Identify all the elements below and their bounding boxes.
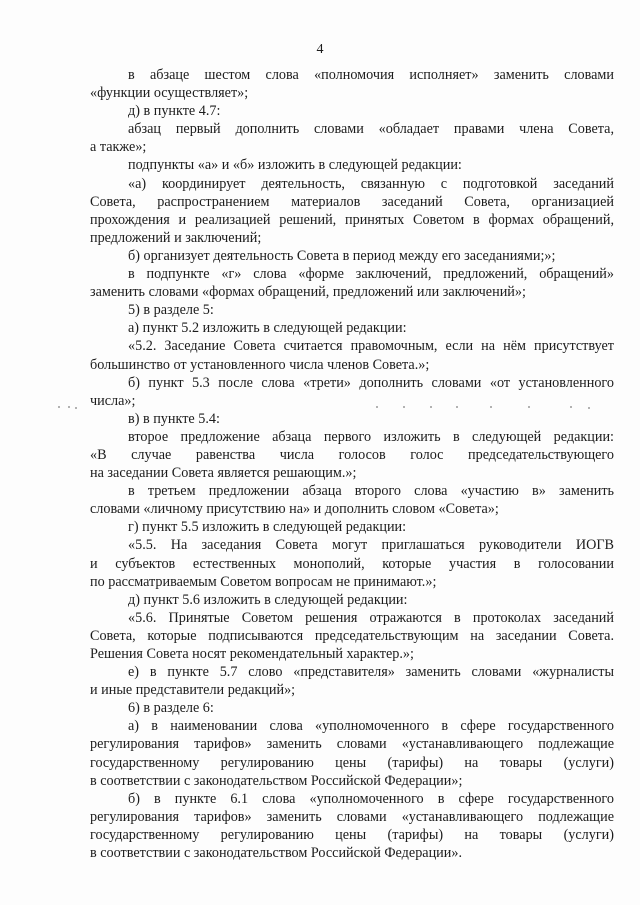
text-line: второе предложение абзаца первого изложить в следующей редакции: bbox=[128, 428, 614, 445]
text-line: на заседании Совета является решающим.»; bbox=[90, 465, 357, 482]
text-line: государственному регулированию цены (тарифы) на товары (услуги) bbox=[90, 826, 614, 843]
text-line: в соответствии с законодательством Российской Федерации»; bbox=[90, 772, 463, 789]
scan-artifact-dots bbox=[58, 404, 598, 410]
text-line: абзац первый дополнить словами «обладает правами члена Совета, bbox=[128, 121, 614, 138]
text-line: д) в пункте 4.7: bbox=[128, 103, 221, 120]
text-line: е) в пункте 5.7 слово «представителя» заменить словами «журналисты bbox=[128, 664, 614, 681]
text-line: «функции осуществляет»; bbox=[90, 85, 249, 102]
text-line: предложений и заключений; bbox=[90, 229, 262, 246]
text-line: Решения Совета носят рекомендательный характер.»; bbox=[90, 646, 414, 662]
text-line: прохождения и реализацией решений, принятых Советом в формах обращений, bbox=[90, 211, 614, 228]
text-line: регулирования тарифов» заменить словами «устанавливающего подлежащие bbox=[90, 808, 614, 825]
text-line: д) пункт 5.6 изложить в следующей редакции: bbox=[128, 591, 408, 608]
text-line: б) в пункте 6.1 слова «уполномоченного в сфере государственного bbox=[128, 790, 614, 807]
text-line: в подпункте «г» слова «форме заключений, предложений, обращений» bbox=[128, 266, 614, 283]
text-line: в) в пункте 5.4: bbox=[128, 410, 220, 427]
text-line: заменить словами «формах обращений, предложений или заключений»; bbox=[90, 284, 526, 301]
text-line: Совета, распространением материалов заседаний Совета, организацией bbox=[90, 193, 614, 210]
text-line: «а) координирует деятельность, связанную с подготовкой заседаний bbox=[128, 175, 614, 192]
text-line: б) пункт 5.3 после слова «трети» дополнить словами «от установленного bbox=[128, 374, 614, 391]
text-line: «5.2. Заседание Совета считается правомочным, если на нём присутствует bbox=[128, 338, 614, 355]
text-line: по рассматриваемым Советом вопросам не принимают.»; bbox=[90, 573, 437, 590]
text-line: а также»; bbox=[90, 139, 147, 156]
text-line: словами «личному присутствию на» и дополнить словом «Совета»; bbox=[90, 501, 499, 518]
text-line: регулирования тарифов» заменить словами «устанавливающего подлежащие bbox=[90, 736, 614, 753]
text-line: 5) в разделе 5: bbox=[128, 302, 214, 319]
text-line: г) пункт 5.5 изложить в следующей редакции: bbox=[128, 519, 407, 536]
text-line: и субъектов естественных монополий, которые участия в голосовании bbox=[90, 555, 614, 572]
text-line: государственному регулированию цены (тарифы) на товары (услуги) bbox=[90, 754, 614, 771]
text-line: и иные представители редакций»; bbox=[90, 682, 296, 699]
text-line: «5.5. На заседания Совета могут приглашаться руководители ИОГВ bbox=[128, 537, 614, 554]
page-number: 4 bbox=[316, 42, 324, 57]
text-line: 6) в разделе 6: bbox=[128, 700, 214, 717]
text-line: «5.6. Принятые Советом решения отражаются в протоколах заседаний bbox=[128, 609, 614, 626]
text-line: в соответствии с законодательством Российской Федерации». bbox=[90, 845, 462, 862]
text-line: числа»; bbox=[90, 392, 136, 409]
text-line: «В случае равенства числа голосов голос председательствующего bbox=[90, 446, 614, 463]
text-line: б) организует деятельность Совета в период между его заседаниями;»; bbox=[128, 247, 556, 264]
text-line: а) пункт 5.2 изложить в следующей редакции: bbox=[128, 320, 407, 337]
text-line: большинство от установленного числа членов Совета.»; bbox=[90, 356, 430, 373]
document-body bbox=[90, 66, 614, 862]
text-line: подпункты «а» и «б» изложить в следующей редакции: bbox=[128, 157, 462, 174]
text-line: а) в наименовании слова «уполномоченного в сфере государственного bbox=[128, 718, 614, 735]
text-line: Совета, которые подписываются председательствующим на заседании Совета. bbox=[90, 627, 614, 644]
text-line: в абзаце шестом слова «полномочия исполняет» заменить словами bbox=[128, 67, 614, 83]
text-line: в третьем предложении абзаца второго слова «участию в» заменить bbox=[128, 483, 614, 500]
